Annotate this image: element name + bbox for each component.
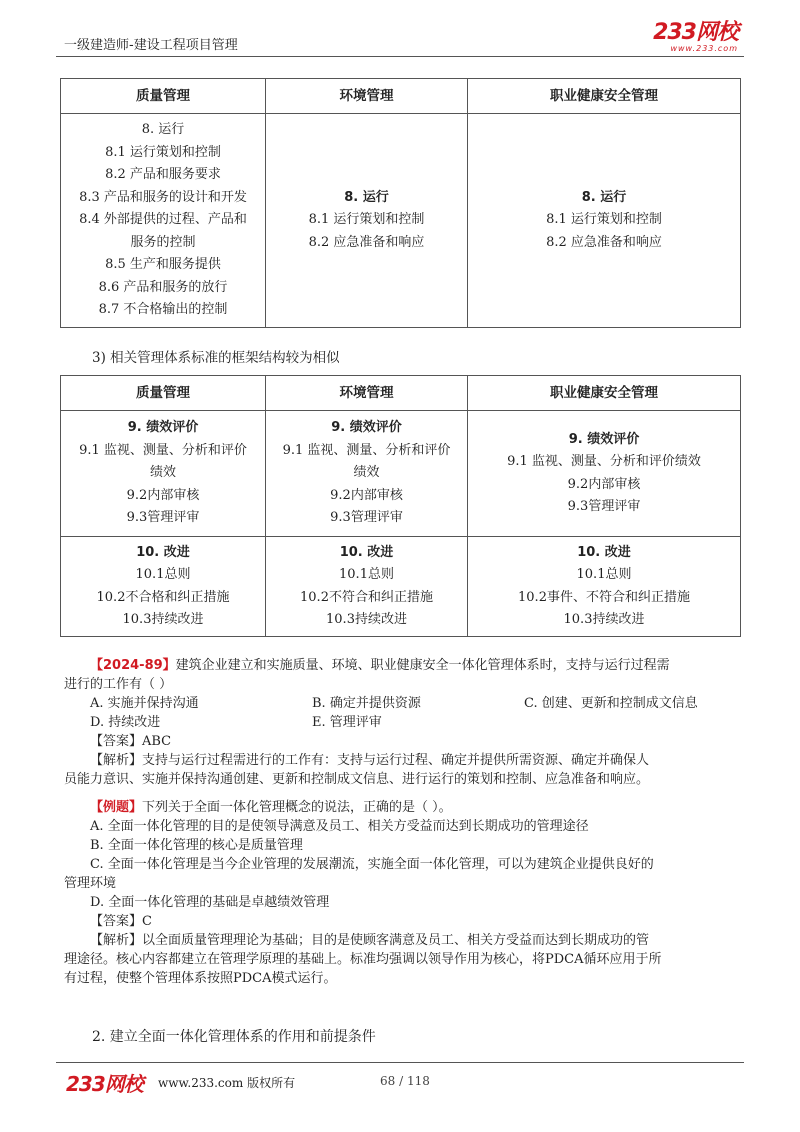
clause-heading: 9. 绩效评价	[568, 431, 640, 447]
cell-environment-evaluation	[266, 411, 468, 537]
clause-item: 9.3管理评审	[330, 510, 403, 526]
clause-item: 8.2 产品和服务要求	[105, 167, 221, 183]
clause-item: 8.1 运行策划和控制	[105, 144, 221, 160]
header-environment: 环境管理	[266, 376, 468, 411]
question-stem-line1: 建筑企业建立和实施质量、环境、职业健康安全一体化管理体系时，支持与运行过程需	[175, 658, 670, 673]
option-a: A. 实施并保持沟通	[90, 696, 199, 711]
option-a: A. 全面一体化管理的目的是使领导满意及员工、相关方受益而达到长期成功的管理途径	[90, 819, 589, 834]
option-d: D. 持续改进	[90, 715, 161, 730]
cell-environment-improvement	[266, 537, 468, 637]
header-quality: 质量管理	[61, 79, 266, 114]
clause-item: 绩效	[149, 465, 176, 481]
clause-item: 9.2内部审核	[330, 487, 403, 503]
option-e: E. 管理评审	[312, 715, 382, 730]
clause-heading: 8. 运行	[344, 189, 389, 205]
brand-logo-text: 233网校	[653, 20, 738, 45]
clause-item: 8.2 应急准备和响应	[546, 234, 662, 250]
brand-logo[interactable]	[653, 22, 738, 53]
comparison-table-operation	[60, 78, 741, 328]
document-header-title: 一级建造师-建设工程项目管理	[64, 38, 238, 53]
cell-quality-evaluation	[61, 411, 266, 537]
analysis-line: 【解析】支持与运行过程需进行的工作有：支持与运行过程、确定并提供所需资源、确定并确保人	[90, 753, 650, 768]
clause-item: 10.3持续改进	[122, 612, 204, 627]
footer-logo[interactable]: 233网校	[66, 1072, 143, 1096]
clause-item: 8.4 外部提供的过程、产品和	[79, 212, 247, 228]
clause-item: 10.2事件、不符合和纠正措施	[518, 589, 690, 605]
clause-item: 10.2不符合和纠正措施	[300, 589, 433, 605]
cell-ohs-evaluation	[468, 411, 741, 537]
question-stem	[64, 656, 734, 675]
cell-ohs-operation	[468, 114, 741, 328]
clause-item: 9.1 监视、测量、分析和评价	[282, 442, 451, 458]
option-b: B. 全面一体化管理的核心是质量管理	[90, 838, 303, 853]
clause-item: 绩效	[353, 465, 380, 481]
analysis-line: 【解析】以全面质量管理理论为基础；目的是使顾客满意及员工、相关方受益而达到长期成功的管	[90, 933, 650, 948]
clause-heading: 8. 运行	[141, 122, 185, 138]
question-stem	[64, 798, 734, 817]
cell-environment-operation	[266, 114, 468, 328]
clause-item: 9.2内部审核	[126, 487, 200, 503]
clause-heading: 10. 改进	[577, 544, 631, 560]
analysis-line: 有过程，使整个管理体系按照PDCA模式运行。	[64, 971, 337, 986]
option-c: C. 创建、更新和控制成文信息	[524, 696, 698, 711]
question-stem-line2: 进行的工作有（ ）	[64, 677, 173, 692]
question-stem-text: 下列关于全面一体化管理概念的说法，正确的是（ ）。	[142, 800, 452, 815]
header-quality: 质量管理	[61, 376, 266, 411]
cell-quality-improvement	[61, 537, 266, 637]
clause-item: 8.3 产品和服务的设计和开发	[79, 189, 247, 205]
clause-item: 8.1 运行策划和控制	[546, 212, 662, 228]
page-number: 68 / 118	[380, 1074, 430, 1088]
clause-item: 10.1总则	[576, 567, 632, 582]
clause-heading: 10. 改进	[339, 544, 394, 560]
clause-heading: 10. 改进	[136, 544, 190, 560]
clause-item: 10.2不合格和纠正措施	[96, 589, 230, 605]
clause-item: 8.7 不合格输出的控制	[98, 302, 228, 318]
clause-heading: 8. 运行	[581, 189, 627, 205]
clause-item: 10.1总则	[135, 567, 191, 582]
question-2024-89	[64, 656, 734, 789]
footer-divider	[56, 1062, 744, 1063]
header-ohs: 职业健康安全管理	[468, 79, 741, 114]
cell-quality-operation	[61, 114, 266, 328]
clause-item: 服务的控制	[130, 234, 196, 250]
analysis-line: 员能力意识、实施并保持沟通创建、更新和控制成文信息、进行运行的策划和控制、应急准备和响应。	[64, 772, 650, 787]
section-heading: 2. 建立全面一体化管理体系的作用和前提条件	[92, 1029, 376, 1045]
option-row	[64, 713, 734, 732]
framework-note: 3) 相关管理体系标准的框架结构较为相似	[92, 350, 340, 366]
analysis-line: 理途径。核心内容都建立在管理学原理的基础上。标准均强调以领导作用为核心，将PDCA循环应用于所	[64, 952, 662, 967]
question-tag: 【2024-89】	[90, 658, 176, 673]
cell-ohs-improvement	[468, 537, 741, 637]
clause-item: 10.3持续改进	[563, 612, 645, 627]
option-b: B. 确定并提供资源	[312, 696, 421, 711]
answer: 【答案】C	[90, 914, 152, 929]
clause-item: 8.6 产品和服务的放行	[98, 279, 228, 295]
option-d: D. 全面一体化管理的基础是卓越绩效管理	[90, 895, 330, 910]
option-c: C. 全面一体化管理是当今企业管理的发展潮流，实施全面一体化管理，可以为建筑企业提供良好的	[90, 857, 654, 872]
example-question	[64, 798, 734, 988]
option-row	[64, 694, 734, 713]
table-row	[61, 411, 741, 537]
header-divider	[56, 56, 744, 57]
clause-item: 8.5 生产和服务提供	[105, 257, 221, 273]
table-header-row	[61, 376, 741, 411]
clause-item: 9.1 监视、测量、分析和评价	[79, 442, 247, 458]
table-row	[61, 537, 741, 637]
header-environment: 环境管理	[266, 79, 468, 114]
clause-item: 9.2内部审核	[567, 476, 641, 492]
clause-heading: 9. 绩效评价	[127, 420, 199, 436]
clause-item: 9.3管理评审	[567, 499, 641, 514]
table-header-row	[61, 79, 741, 114]
clause-item: 8.1 运行策划和控制	[308, 212, 425, 228]
clause-item: 9.3管理评审	[126, 510, 200, 526]
question-tag: 【例题】	[90, 800, 143, 815]
clause-item: 10.3持续改进	[326, 612, 407, 627]
option-c-continued: 管理环境	[64, 876, 117, 891]
clause-item: 8.2 应急准备和响应	[308, 234, 425, 250]
clause-item: 9.1 监视、测量、分析和评价绩效	[507, 454, 701, 469]
table-row	[61, 114, 741, 328]
comparison-table-evaluation	[60, 375, 741, 637]
footer-copyright: www.233.com 版权所有	[158, 1076, 296, 1090]
brand-logo-url: www.233.com	[670, 44, 738, 53]
clause-item: 10.1总则	[339, 567, 394, 582]
answer: 【答案】ABC	[90, 734, 172, 749]
header-ohs: 职业健康安全管理	[468, 376, 741, 411]
clause-heading: 9. 绩效评价	[331, 420, 402, 436]
